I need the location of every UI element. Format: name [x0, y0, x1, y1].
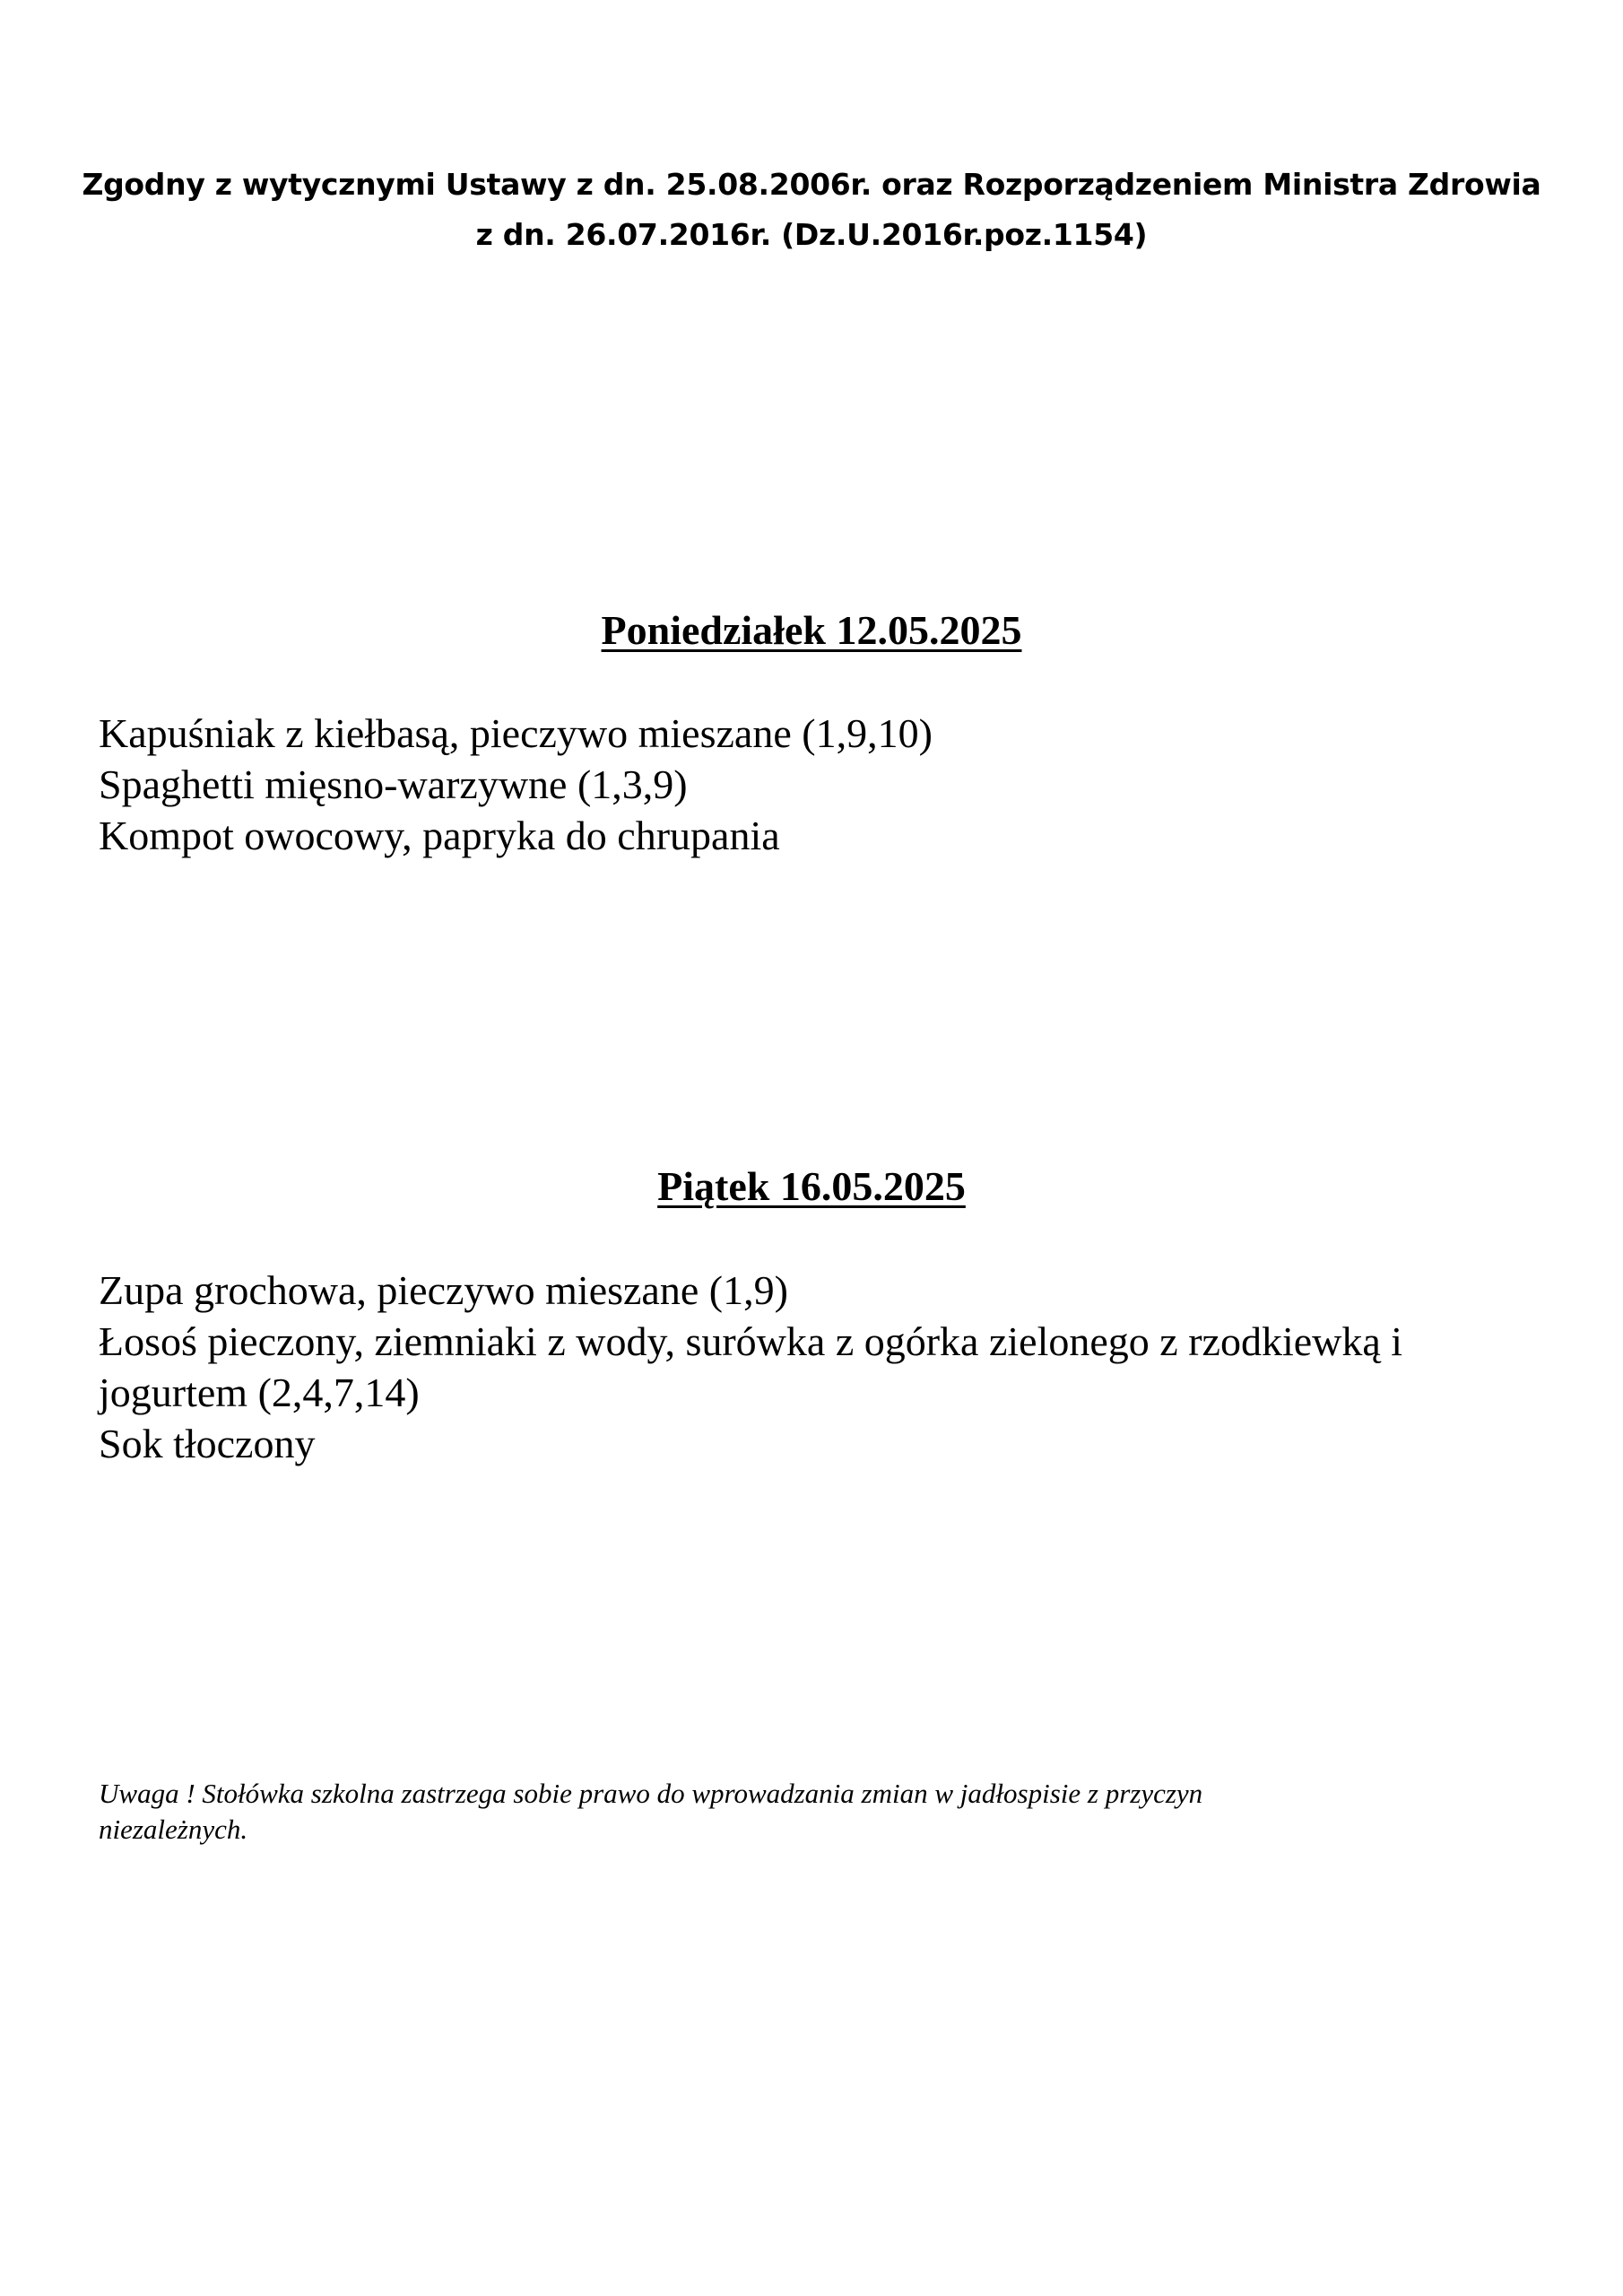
menu-item: Spaghetti mięsno-warzywne (1,3,9)	[99, 761, 688, 807]
menu-item: Kapuśniak z kiełbasą, pieczywo mieszane (1,9,10)	[99, 710, 933, 756]
day-title-friday: Piątek 16.05.2025	[657, 1163, 966, 1209]
disclaimer-line-2: niezależnych.	[99, 1813, 248, 1845]
menu-item: Zupa grochowa, pieczywo mieszane (1,9)	[99, 1267, 788, 1313]
disclaimer-note	[99, 1776, 1497, 1848]
menu-item: Kompot owocowy, papryka do chrupania	[99, 813, 780, 858]
legal-header-line-1: Zgodny z wytycznymi Ustawy z dn. 25.08.2006r. oraz Rozporządzeniem Ministra Zdrowia	[82, 167, 1541, 202]
menu-friday	[99, 1265, 1551, 1469]
menu-item: jogurtem (2,4,7,14)	[99, 1370, 420, 1415]
menu-item: Łosoś pieczony, ziemniaki z wody, surówka z ogórka zielonego z rzodkiewką i	[99, 1318, 1403, 1364]
day-title-monday: Poniedziałek 12.05.2025	[601, 607, 1022, 653]
disclaimer-line-1: Uwaga ! Stołówka szkolna zastrzega sobie prawo do wprowadzania zmian w jadłospisie z przyczyn	[99, 1778, 1203, 1809]
legal-header-line-2: z dn. 26.07.2016r. (Dz.U.2016r.poz.1154)	[475, 217, 1148, 252]
legal-header	[0, 160, 1623, 260]
menu-item: Sok tłoczony	[99, 1421, 316, 1466]
menu-monday	[99, 708, 1551, 861]
